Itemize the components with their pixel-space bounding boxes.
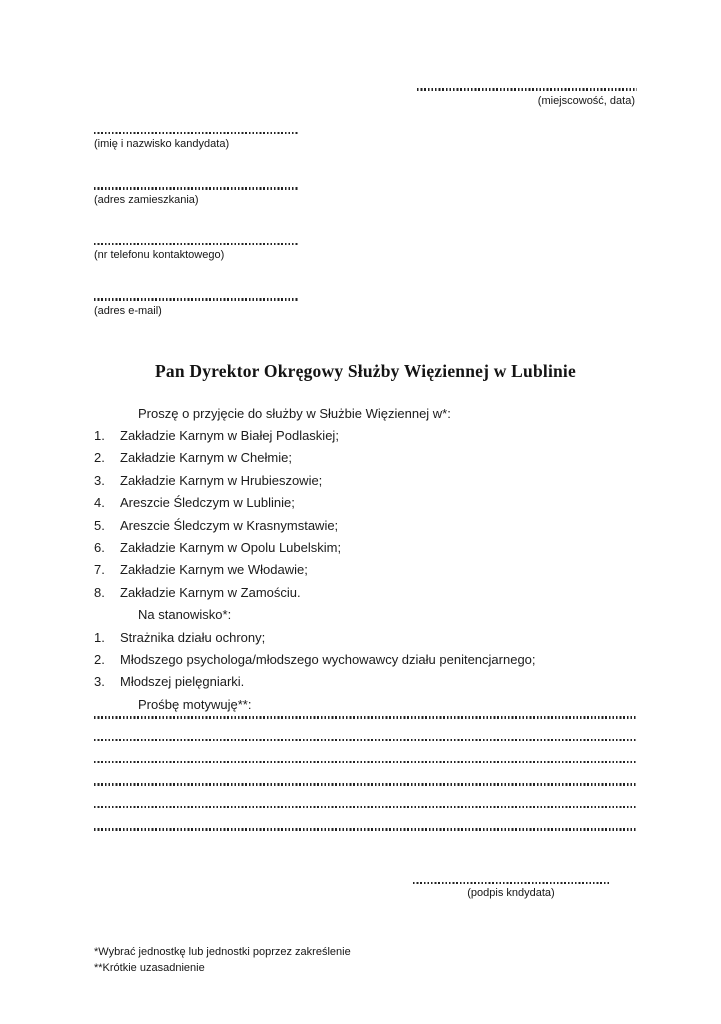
unit-name: Zakładzie Karnym w Białej Podlaskiej;: [120, 427, 339, 443]
signature-label: (podpis kndydata): [467, 887, 555, 900]
list-number: 8.: [94, 584, 105, 600]
motivation-write-line[interactable]: [94, 806, 637, 828]
motivation-write-line[interactable]: [94, 716, 637, 738]
list-number: 1.: [94, 427, 105, 443]
unit-list-item: [94, 470, 637, 492]
list-number: 4.: [94, 495, 105, 511]
dotted-rule: [94, 716, 637, 719]
address-line[interactable]: [94, 187, 299, 190]
unit-list-item: [94, 537, 637, 559]
unit-list-item: [94, 492, 637, 514]
dotted-rule: [94, 828, 637, 831]
motivation-lines: [94, 716, 637, 850]
motivation-write-line[interactable]: [94, 739, 637, 761]
list-number: 3.: [94, 472, 105, 488]
dotted-rule: [94, 783, 637, 786]
document-title: Pan Dyrektor Okręgowy Służby Więziennej w Lublinie: [155, 360, 576, 381]
motivation-write-line[interactable]: [94, 783, 637, 805]
unit-name: Areszcie Śledczym w Lublinie;: [120, 495, 295, 511]
phone-line[interactable]: [94, 243, 299, 246]
dotted-rule: [94, 806, 637, 809]
place-date-label: (miejscowość, data): [537, 94, 635, 107]
position-intro: Na stanowisko*:: [138, 607, 232, 623]
email-field: [94, 298, 299, 318]
dotted-rule: [94, 761, 637, 764]
list-number: 7.: [94, 562, 105, 578]
unit-list-item: [94, 447, 637, 469]
candidate-name-label: (imię i nazwisko kandydata): [94, 138, 230, 150]
dotted-rule: [94, 739, 637, 742]
unit-list-item: [94, 582, 637, 604]
list-number: 5.: [94, 517, 105, 533]
unit-name: Zakładzie Karnym we Włodawie;: [120, 562, 308, 578]
phone-field: [94, 243, 299, 263]
position-list-item: [94, 671, 637, 693]
footnote-units: *Wybrać jednostkę lub jednostki poprzez zakreślenie: [94, 946, 351, 959]
motivation-write-line[interactable]: [94, 761, 637, 783]
place-date-line[interactable]: [417, 88, 637, 91]
place-date-block: [417, 88, 637, 108]
unit-list-item: [94, 425, 637, 447]
unit-list: [94, 425, 637, 604]
signature-block: [413, 882, 609, 901]
position-list-item: [94, 627, 637, 649]
unit-name: Zakładzie Karnym w Hrubieszowie;: [120, 472, 323, 488]
position-list-item: [94, 649, 637, 671]
request-intro: Proszę o przyjęcie do służby w Służbie Więziennej w*:: [138, 405, 451, 421]
unit-name: Zakładzie Karnym w Opolu Lubelskim;: [120, 539, 342, 555]
motivation-intro: Prośbę motywuję**:: [138, 696, 252, 712]
address-label: (adres zamieszkania): [94, 193, 199, 206]
email-label: (adres e-mail): [94, 304, 162, 317]
candidate-name-line[interactable]: [94, 132, 299, 135]
position-name: Młodszej pielęgniarki.: [120, 674, 245, 690]
unit-name: Areszcie Śledczym w Krasnymstawie;: [120, 517, 339, 533]
unit-name: Zakładzie Karnym w Chełmie;: [120, 450, 292, 466]
candidate-fields: [94, 132, 637, 318]
list-number: 2.: [94, 651, 105, 667]
position-name: Młodszego psychologa/młodszego wychowawcy działu penitencjarnego;: [120, 651, 536, 667]
address-field: [94, 187, 299, 207]
email-line[interactable]: [94, 298, 299, 301]
signature-line[interactable]: [413, 882, 609, 885]
unit-list-item: [94, 559, 637, 581]
list-number: 3.: [94, 674, 105, 690]
motivation-write-line[interactable]: [94, 828, 637, 850]
position-list: [94, 627, 637, 694]
position-name: Strażnika działu ochrony;: [120, 629, 266, 645]
list-number: 2.: [94, 450, 105, 466]
unit-list-item: [94, 515, 637, 537]
candidate-name-field: [94, 132, 299, 152]
list-number: 6.: [94, 539, 105, 555]
footnote-motivation: **Krótkie uzasadnienie: [94, 961, 205, 974]
list-number: 1.: [94, 629, 105, 645]
footnotes: [94, 945, 637, 976]
unit-name: Zakładzie Karnym w Zamościu.: [120, 584, 301, 600]
phone-label: (nr telefonu kontaktowego): [94, 249, 225, 261]
